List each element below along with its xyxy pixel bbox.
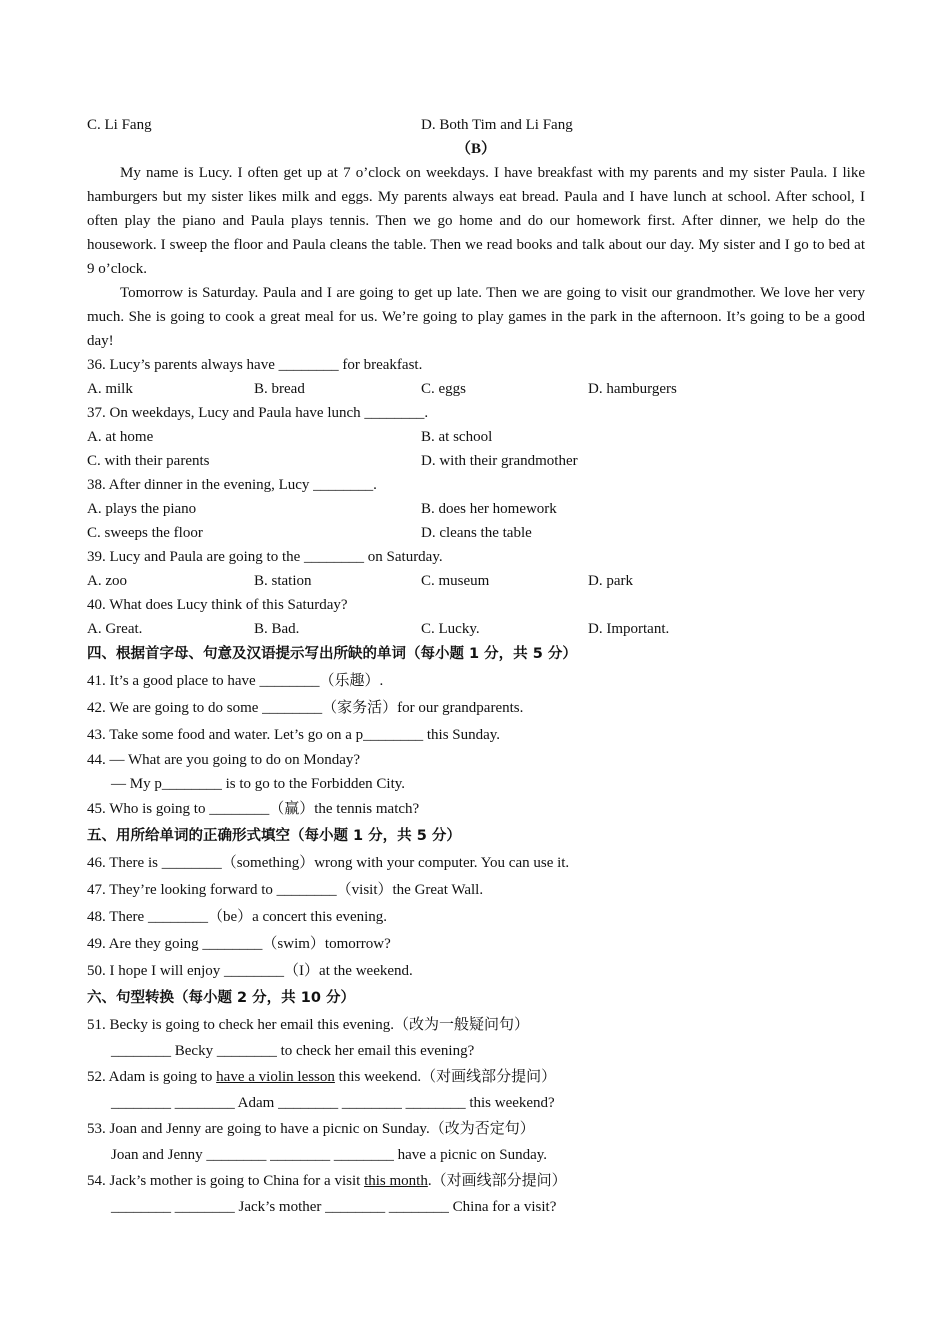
fill-item: 47. They’re looking forward to ________（visit）the Great Wall. — [87, 882, 484, 898]
option-a: A. zoo — [87, 573, 127, 589]
fill-item: 45. Who is going to ________（赢）the tennis match? — [87, 801, 420, 817]
option-c: C. Lucky. — [421, 621, 480, 637]
question-stem: 39. Lucy and Paula are going to the ________ on Saturday. — [87, 549, 443, 565]
option-d: D. Both Tim and Li Fang — [421, 117, 573, 133]
transform-answer: ________ ________ Jack’s mother ________ ________ China for a visit? — [111, 1199, 557, 1215]
passage-paragraph-1: My name is Lucy. I often get up at 7 o’clock on weekdays. I have breakfast with my parents and my sister Paula. I like hamburgers but my sister likes milk and eggs. My parents always eat bread. Paula and I have lunch at school. After school, I often play the piano and Paula plays tennis. Then we go home and do our homework first. After dinner, we help do the housework. I sweep the floor and Paula cleans the table. Then we read books and talk about our day. My sister and I go to bed at 9 o’clock. — [87, 165, 865, 277]
option-c: C. museum — [421, 573, 490, 589]
option-b: B. station — [254, 573, 312, 589]
options-row — [87, 425, 865, 449]
option-a: A. at home — [87, 429, 154, 445]
section-b-title: （B） — [455, 141, 496, 157]
fill-item-answer: — My p________ is to go to the Forbidden City. — [111, 776, 406, 792]
option-b: B. at school — [421, 429, 493, 445]
transform-answer: ________ ________ Adam ________ ________ ________ this weekend? — [111, 1095, 555, 1111]
worksheet-page — [87, 113, 865, 1220]
question-stem: 40. What does Lucy think of this Saturday? — [87, 597, 348, 613]
transform-item: 52. Adam is going to have a violin lesson this weekend.（对画线部分提问） — [87, 1069, 557, 1085]
options-row — [87, 497, 865, 521]
transform-answer: Joan and Jenny ________ ________ ________ have a picnic on Sunday. — [111, 1147, 548, 1163]
option-d: D. park — [588, 573, 633, 589]
question-stem: 38. After dinner in the evening, Lucy ________. — [87, 477, 377, 493]
option-d: D. cleans the table — [421, 525, 532, 541]
q35-options-row — [87, 113, 865, 137]
options-row — [87, 521, 865, 545]
option-b: B. does her homework — [421, 501, 557, 517]
option-b: B. Bad. — [254, 621, 300, 637]
option-c: C. Li Fang — [87, 117, 152, 133]
transform-item: 51. Becky is going to check her email this evening.（改为一般疑问句） — [87, 1017, 530, 1033]
option-c: C. sweeps the floor — [87, 525, 203, 541]
fill-item: 48. There ________（be）a concert this evening. — [87, 909, 388, 925]
section-5-title: 五、用所给单词的正确形式填空（每小题 1 分，共 5 分） — [87, 828, 461, 844]
fill-item: 41. It’s a good place to have ________（乐趣）. — [87, 673, 384, 689]
question-stem: 37. On weekdays, Lucy and Paula have lunch ________. — [87, 405, 429, 421]
fill-item: 49. Are they going ________（swim）tomorrow? — [87, 936, 391, 952]
underlined-phrase: have a violin lesson — [216, 1069, 335, 1085]
option-d: D. Important. — [588, 621, 670, 637]
options-row — [87, 617, 865, 641]
transform-item: 54. Jack’s mother is going to China for a visit this month.（对画线部分提问） — [87, 1173, 567, 1189]
option-d: D. with their grandmother — [421, 453, 578, 469]
fill-item: 46. There is ________（something）wrong with your computer. You can use it. — [87, 855, 570, 871]
option-a: A. milk — [87, 381, 133, 397]
passage-paragraph-2: Tomorrow is Saturday. Paula and I are going to get up late. Then we are going to visit our grandmother. We love her very much. She is going to cook a great meal for us. We’re going to play games in the park in the afternoon. It’s going to be a good day! — [87, 285, 865, 349]
fill-item: 42. We are going to do some ________（家务活）for our grandparents. — [87, 700, 524, 716]
option-a: A. Great. — [87, 621, 143, 637]
underlined-phrase: this month — [364, 1173, 428, 1189]
options-row — [87, 569, 865, 593]
section-4-title: 四、根据首字母、句意及汉语提示写出所缺的单词（每小题 1 分，共 5 分） — [87, 646, 577, 662]
option-b: B. bread — [254, 381, 305, 397]
fill-item: 44. — What are you going to do on Monday? — [87, 752, 361, 768]
option-c: C. eggs — [421, 381, 466, 397]
option-a: A. plays the piano — [87, 501, 197, 517]
options-row — [87, 449, 865, 473]
fill-item: 43. Take some food and water. Let’s go on a p________ this Sunday. — [87, 727, 501, 743]
option-c: C. with their parents — [87, 453, 210, 469]
transform-answer: ________ Becky ________ to check her email this evening? — [111, 1043, 475, 1059]
section-6-title: 六、句型转换（每小题 2 分，共 10 分） — [87, 990, 355, 1006]
options-row — [87, 377, 865, 401]
fill-item: 50. I hope I will enjoy ________（I）at the weekend. — [87, 963, 413, 979]
question-stem: 36. Lucy’s parents always have ________ for breakfast. — [87, 357, 423, 373]
option-d: D. hamburgers — [588, 381, 677, 397]
transform-item: 53. Joan and Jenny are going to have a picnic on Sunday.（改为否定句） — [87, 1121, 535, 1137]
